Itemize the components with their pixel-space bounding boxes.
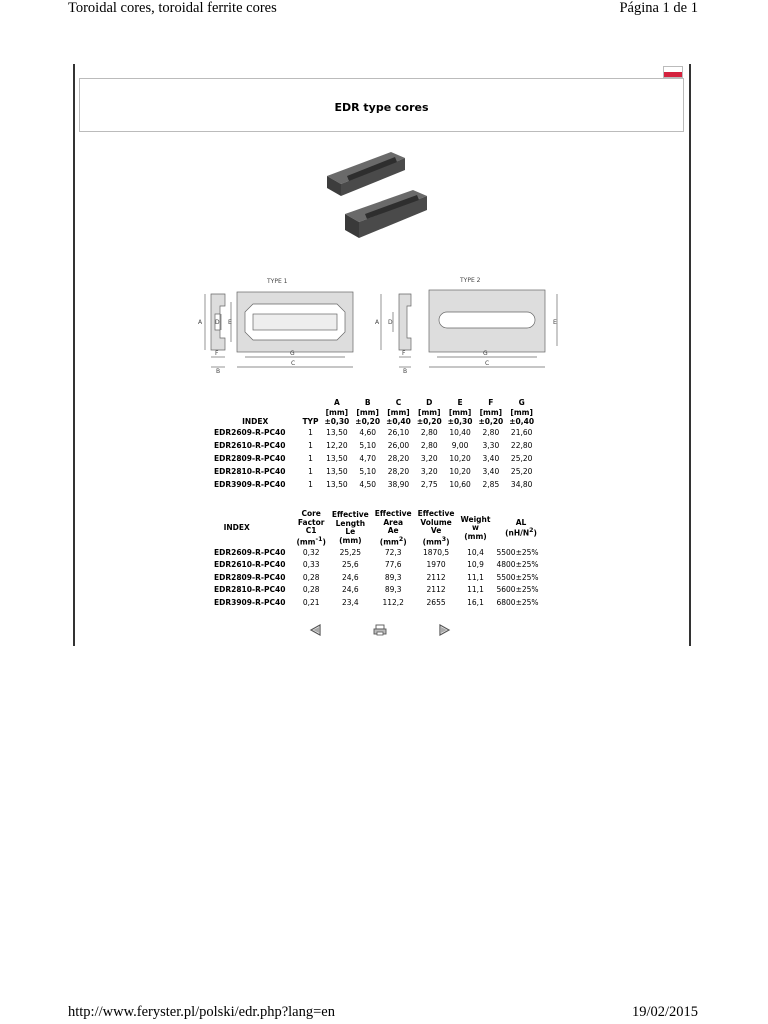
- value-cell: 0,28: [302, 572, 320, 582]
- value-cell: 3,40: [482, 454, 500, 464]
- product-photo: [317, 148, 441, 262]
- svg-text:G: G: [290, 350, 295, 357]
- value-cell: 4,70: [359, 454, 377, 464]
- index-cell: EDR2809-R-PC40: [214, 572, 286, 582]
- table-row: [211, 597, 542, 610]
- value-cell: 23,4: [341, 597, 359, 607]
- value-cell: 0,33: [302, 560, 320, 569]
- dim-header-b: B [mm] ±0,20: [355, 398, 381, 426]
- index-cell: EDR2810-R-PC40: [214, 467, 286, 477]
- value-cell: 3,20: [420, 467, 438, 477]
- value-cell: 13,50: [326, 454, 348, 464]
- index-cell: EDR2609-R-PC40: [214, 547, 286, 557]
- page-title: EDR type cores: [334, 101, 429, 114]
- index-cell: EDR3909-R-PC40: [214, 597, 286, 607]
- value-cell: 1: [308, 454, 313, 464]
- type2-label: TYPE 2: [460, 277, 481, 284]
- printer-icon[interactable]: [373, 624, 387, 636]
- value-cell: 26,00: [387, 441, 410, 451]
- value-cell: 9,00: [451, 441, 469, 451]
- arrow-left-icon[interactable]: [309, 624, 323, 636]
- value-cell: 4,50: [359, 480, 377, 490]
- value-cell: 22,80: [510, 441, 533, 451]
- index-cell: EDR2610-R-PC40: [214, 560, 286, 569]
- value-cell: 112,2: [382, 597, 404, 607]
- value-cell: 0,21: [302, 597, 320, 607]
- value-cell: 2,85: [482, 480, 500, 490]
- dim-header-g: G [mm] ±0,40: [509, 398, 535, 426]
- table-row: [211, 559, 542, 572]
- value-cell: 1970: [426, 560, 446, 569]
- polish-flag-icon[interactable]: [663, 66, 683, 78]
- value-cell: 11,1: [467, 572, 484, 582]
- table-header-row: [211, 510, 542, 547]
- value-cell: 25,25: [339, 547, 362, 557]
- value-cell: 1: [308, 428, 313, 438]
- value-cell: 26,10: [387, 428, 410, 438]
- svg-text:E: E: [228, 319, 232, 326]
- title-box: [79, 78, 684, 132]
- value-cell: 34,80: [510, 480, 533, 490]
- value-cell: 25,20: [510, 467, 533, 477]
- dim-header-c: C [mm] ±0,40: [386, 398, 411, 426]
- dim-header-d: D [mm] ±0,20: [416, 398, 442, 426]
- type1-label: TYPE 1: [267, 278, 288, 285]
- value-cell: 3,40: [482, 467, 500, 477]
- value-cell: 0,32: [302, 547, 320, 557]
- arrow-right-icon[interactable]: [437, 624, 451, 636]
- value-cell: 25,6: [341, 560, 359, 569]
- value-cell: 1: [308, 441, 313, 451]
- value-cell: 5600±25%: [496, 585, 539, 594]
- table-row: [211, 427, 537, 440]
- value-cell: 1870,5: [422, 547, 450, 557]
- page-number: Página 1 de 1: [619, 0, 698, 16]
- core-factor-header: Core Factor C1 $(mm^{-1})$: [296, 509, 326, 546]
- dimension-diagram: [195, 274, 565, 378]
- value-cell: 5,10: [359, 441, 377, 451]
- effective-area-header: Effective Area Ae $(mm^2)$: [374, 509, 412, 546]
- print-date: 19/02/2015: [631, 1004, 698, 1020]
- value-cell: 2,75: [420, 480, 438, 490]
- value-cell: 89,3: [384, 572, 402, 582]
- table-row: [211, 440, 537, 453]
- index-cell: EDR2809-R-PC40: [214, 454, 286, 464]
- value-cell: 12,20: [326, 441, 348, 451]
- value-cell: 25,20: [510, 454, 533, 464]
- value-cell: 28,20: [387, 467, 410, 477]
- dim-header-f: F [mm] ±0,20: [478, 398, 504, 426]
- svg-text:D: D: [215, 319, 220, 326]
- table-row: [211, 547, 542, 560]
- value-cell: 77,6: [384, 560, 402, 569]
- value-cell: 10,60: [449, 480, 471, 490]
- index-cell: EDR2810-R-PC40: [214, 585, 286, 594]
- print-header: [68, 0, 698, 20]
- value-cell: 1: [308, 480, 313, 490]
- value-cell: 38,90: [387, 480, 410, 490]
- value-cell: 0,28: [302, 585, 320, 594]
- source-url: http://www.feryster.pl/polski/edr.php?lang=en: [68, 1004, 335, 1020]
- document-title: Toroidal cores, toroidal ferrite cores: [68, 0, 277, 16]
- index-header: INDEX: [242, 417, 269, 426]
- table-row: [211, 572, 542, 585]
- svg-text:A: A: [375, 319, 380, 326]
- value-cell: 10,9: [467, 560, 484, 569]
- value-cell: 5500±25%: [496, 547, 539, 557]
- svg-text:B: B: [403, 368, 408, 375]
- value-cell: 5,10: [359, 467, 377, 477]
- svg-text:C: C: [485, 360, 490, 367]
- table-row: [211, 479, 537, 492]
- value-cell: 2112: [426, 585, 446, 594]
- table-row: [211, 584, 542, 597]
- index-cell: EDR2610-R-PC40: [214, 441, 286, 451]
- value-cell: 24,6: [341, 572, 359, 582]
- index-header: INDEX: [223, 523, 250, 532]
- value-cell: 10,20: [449, 467, 471, 477]
- svg-text:E: E: [553, 319, 557, 326]
- dim-header-a: A [mm] ±0,30: [324, 398, 350, 426]
- effective-volume-header: Effective Volume Ve $(mm^3)$: [417, 509, 455, 546]
- value-cell: 2655: [426, 597, 446, 607]
- table-header-row: [211, 398, 537, 427]
- svg-text:C: C: [291, 360, 296, 367]
- svg-text:G: G: [483, 350, 488, 357]
- value-cell: 2,80: [482, 428, 500, 438]
- svg-text:F: F: [402, 350, 406, 357]
- value-cell: 5500±25%: [496, 572, 539, 582]
- value-cell: 1: [308, 467, 313, 477]
- value-cell: 4,60: [359, 428, 377, 438]
- table-row: [211, 466, 537, 479]
- effective-length-header: Effective Length Le (mm): [331, 510, 369, 545]
- value-cell: 2,80: [420, 441, 438, 451]
- typ-header: TYP: [302, 417, 319, 426]
- magnetic-parameters-table: [211, 510, 542, 609]
- value-cell: 24,6: [341, 585, 359, 594]
- value-cell: 2112: [426, 572, 446, 582]
- value-cell: 2,80: [420, 428, 438, 438]
- index-cell: EDR3909-R-PC40: [214, 480, 286, 490]
- svg-text:D: D: [388, 319, 393, 326]
- page-frame: [73, 64, 691, 646]
- value-cell: 3,30: [482, 441, 500, 451]
- svg-text:A: A: [198, 319, 203, 326]
- value-cell: 16,1: [467, 597, 484, 607]
- value-cell: 21,60: [510, 428, 533, 438]
- index-cell: EDR2609-R-PC40: [214, 428, 286, 438]
- value-cell: 72,3: [384, 547, 402, 557]
- svg-text:F: F: [215, 350, 219, 357]
- dim-header-e: E [mm] ±0,30: [447, 398, 473, 426]
- value-cell: 4800±25%: [496, 560, 539, 569]
- value-cell: 10,20: [449, 454, 471, 464]
- table-row: [211, 453, 537, 466]
- value-cell: 89,3: [384, 585, 402, 594]
- value-cell: 28,20: [387, 454, 410, 464]
- al-header: AL $(nH/N^2)$: [505, 517, 537, 538]
- svg-text:B: B: [216, 368, 221, 375]
- value-cell: 13,50: [326, 480, 348, 490]
- weight-header: Weight w (mm): [460, 514, 491, 541]
- value-cell: 10,40: [449, 428, 471, 438]
- print-footer: [68, 1004, 698, 1024]
- value-cell: 13,50: [326, 467, 348, 477]
- value-cell: 3,20: [420, 454, 438, 464]
- value-cell: 10,4: [467, 547, 484, 557]
- dimensions-table: [211, 398, 537, 492]
- value-cell: 6800±25%: [496, 597, 539, 607]
- value-cell: 13,50: [326, 428, 348, 438]
- value-cell: 11,1: [467, 585, 484, 594]
